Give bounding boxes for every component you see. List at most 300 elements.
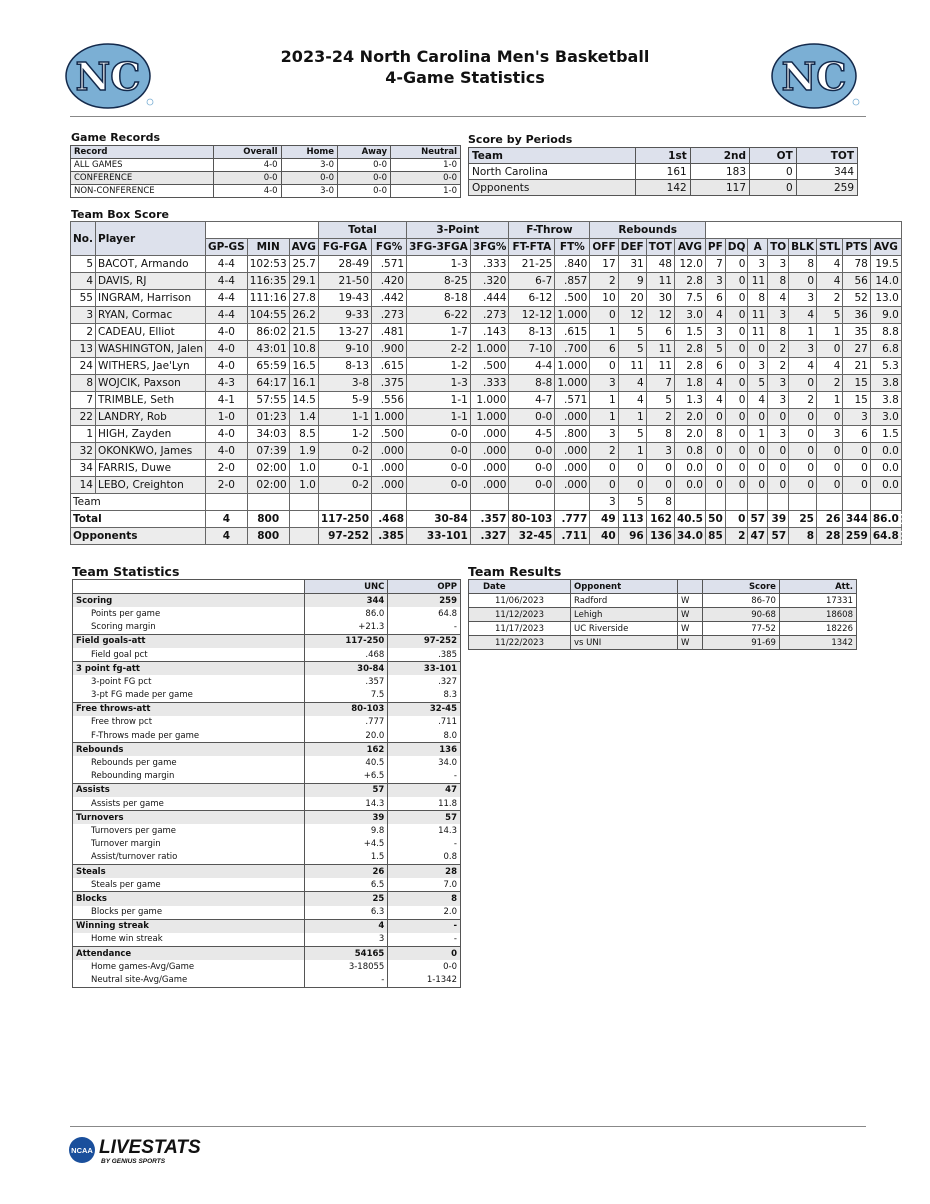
stat-label: F-Throws made per game (73, 729, 305, 743)
stat-cell: 3 (789, 290, 817, 307)
stat-cell: 4 (705, 375, 725, 392)
stat-row (73, 919, 461, 933)
stat-cell: 0 (705, 443, 725, 460)
stat-cell: 0-0 (509, 477, 555, 494)
column-header: BLK (789, 239, 817, 256)
stat-row (73, 756, 461, 769)
stat-cell: 2 (725, 528, 748, 545)
table-cell: 91-69 (703, 636, 780, 650)
ncaa-livestats-logo (68, 1134, 208, 1166)
stat-cell: 13-27 (318, 324, 371, 341)
opp-value: 47 (388, 783, 461, 797)
stat-cell: 12.0 (674, 256, 705, 273)
stat-label: Free throw pct (73, 716, 305, 729)
group-header-row (71, 222, 902, 239)
stat-label: Neutral site-Avg/Game (73, 973, 305, 987)
column-header: TO (768, 239, 789, 256)
stat-cell: 3 (646, 443, 674, 460)
player-name: BACOT, Armando (96, 256, 206, 273)
stat-label: Attendance (73, 947, 305, 961)
team-results-title: Team Results (468, 564, 562, 579)
stat-cell: 30 (646, 290, 674, 307)
stat-cell: 30-84 (407, 511, 471, 528)
player-row (71, 460, 902, 477)
stat-cell: 64.8 (870, 528, 901, 545)
stat-cell: 3 (768, 307, 789, 324)
opp-value: 0-0 (388, 960, 461, 973)
column-header: PTS (843, 239, 870, 256)
stat-cell: 0 (590, 358, 618, 375)
stat-cell: 2.8 (674, 341, 705, 358)
opp-value: 64.8 (388, 607, 461, 620)
stat-cell: 0 (705, 409, 725, 426)
stat-cell: 49 (590, 511, 618, 528)
stat-cell: 1-2 (318, 426, 371, 443)
stat-cell: 8-8 (509, 375, 555, 392)
stat-cell: 102:53 (247, 256, 289, 273)
stat-cell: .615 (555, 324, 590, 341)
stat-cell: 16.1 (289, 375, 318, 392)
stat-cell: 2-0 (206, 460, 248, 477)
stat-cell (247, 494, 289, 511)
stat-cell: 57 (748, 511, 768, 528)
stat-cell (372, 494, 407, 511)
stat-cell: 3 (705, 324, 725, 341)
opp-value: .327 (388, 675, 461, 688)
opp-value: 0.8 (388, 851, 461, 865)
stat-cell: 8 (705, 426, 725, 443)
stat-cell (674, 494, 705, 511)
stat-cell: 4-0 (206, 426, 248, 443)
stat-cell: 3 (748, 256, 768, 273)
stat-cell: 40 (590, 528, 618, 545)
stat-cell: 01:23 (247, 409, 289, 426)
stat-cell: 1.000 (470, 392, 509, 409)
stat-row (73, 960, 461, 973)
stat-cell: 3.0 (870, 409, 901, 426)
table-cell: 344 (796, 164, 857, 180)
stat-cell: 17 (590, 256, 618, 273)
unc-value: .777 (305, 716, 388, 729)
stat-cell: 1.000 (555, 307, 590, 324)
stat-cell: 0 (725, 256, 748, 273)
column-header: A (748, 239, 768, 256)
stat-cell (555, 494, 590, 511)
game-records-table (70, 145, 461, 198)
stat-cell: 78 (843, 256, 870, 273)
stat-cell: 0 (590, 307, 618, 324)
stat-cell: 0 (725, 409, 748, 426)
stat-cell: .375 (372, 375, 407, 392)
box-score-title: Team Box Score (71, 208, 169, 221)
stat-cell: 0.8 (674, 443, 705, 460)
table-cell: 0-0 (338, 185, 391, 198)
column-header-blank (705, 222, 901, 239)
stat-cell: .556 (372, 392, 407, 409)
opp-value: 1-1342 (388, 973, 461, 987)
stat-cell (289, 511, 318, 528)
stat-cell: 0 (725, 358, 748, 375)
stat-row (73, 648, 461, 662)
stat-cell: 117-250 (318, 511, 371, 528)
stat-cell: 4 (817, 358, 843, 375)
player-name: LEBO, Creighton (96, 477, 206, 494)
stat-cell: 800 (247, 511, 289, 528)
player-row (71, 256, 902, 273)
opp-value: 34.0 (388, 756, 461, 769)
stat-cell: .327 (470, 528, 509, 545)
stat-cell: 0-0 (407, 426, 471, 443)
table-cell: W (678, 594, 703, 608)
stat-label: Blocks per game (73, 906, 305, 920)
column-header: OPP (388, 580, 461, 594)
opp-value: .385 (388, 648, 461, 662)
stat-cell: 8 (646, 426, 674, 443)
stat-cell: 8-25 (407, 273, 471, 290)
stat-cell: 34 (71, 460, 96, 477)
table-cell: 18608 (779, 608, 856, 622)
stat-cell: 0-0 (509, 443, 555, 460)
stat-cell: 1 (817, 392, 843, 409)
table-cell: 11/22/2023 (469, 636, 571, 650)
unc-value: 162 (305, 743, 388, 757)
stat-cell: .000 (555, 443, 590, 460)
stat-cell: 1-7 (407, 324, 471, 341)
stat-cell: 12 (646, 307, 674, 324)
opp-value: - (388, 838, 461, 851)
result-row (469, 636, 857, 650)
stat-cell: 2 (768, 358, 789, 375)
unc-value: .468 (305, 648, 388, 662)
stat-cell: .000 (555, 409, 590, 426)
stat-cell: 3-8 (318, 375, 371, 392)
table-cell: NON-CONFERENCE (71, 185, 214, 198)
stat-cell: 6-12 (509, 290, 555, 307)
svg-text:NCAA: NCAA (71, 1146, 93, 1155)
stat-cell: 0 (817, 477, 843, 494)
opp-value: 97-252 (388, 634, 461, 648)
game-records-title: Game Records (71, 131, 161, 144)
stat-cell: 0 (705, 460, 725, 477)
stat-cell: 11 (646, 358, 674, 375)
stat-cell: 4 (705, 307, 725, 324)
stat-cell: 11 (646, 341, 674, 358)
stat-cell: 8-18 (407, 290, 471, 307)
player-name: LANDRY, Rob (96, 409, 206, 426)
opp-value: - (388, 770, 461, 784)
stat-cell: 50 (705, 511, 725, 528)
table-cell: Lehigh (571, 608, 678, 622)
stat-cell: 0 (789, 375, 817, 392)
table-cell: 3-0 (281, 159, 337, 172)
table-cell: 4-0 (214, 159, 281, 172)
svg-text:BY GENIUS SPORTS: BY GENIUS SPORTS (101, 1158, 166, 1165)
column-header: UNC (305, 580, 388, 594)
stat-cell: 1-1 (318, 409, 371, 426)
stat-label: Assists per game (73, 797, 305, 811)
stat-cell: 1.0 (289, 477, 318, 494)
stat-cell: 57 (768, 528, 789, 545)
column-header: Att. (779, 580, 856, 594)
stat-cell: 2 (789, 392, 817, 409)
unc-value: 4 (305, 919, 388, 933)
stat-cell: 0 (768, 477, 789, 494)
stat-cell: 1-1 (407, 409, 471, 426)
stat-cell: 22 (71, 409, 96, 426)
stat-cell: .481 (372, 324, 407, 341)
stat-cell: 2 (71, 324, 96, 341)
stat-cell: 34:03 (247, 426, 289, 443)
player-name: WASHINGTON, Jalen (96, 341, 206, 358)
footer-divider (70, 1126, 866, 1127)
column-header: AVG (289, 239, 318, 256)
stat-row (73, 811, 461, 825)
table-header-row (469, 148, 858, 164)
stat-cell: 80-103 (509, 511, 555, 528)
player-row (71, 392, 902, 409)
column-header: AVG (870, 239, 901, 256)
unc-value: .357 (305, 675, 388, 688)
unc-value: 39 (305, 811, 388, 825)
opp-value: .711 (388, 716, 461, 729)
table-cell: 161 (636, 164, 691, 180)
player-name: DAVIS, RJ (96, 273, 206, 290)
stat-cell: 4 (618, 375, 646, 392)
stat-cell: 1.5 (870, 426, 901, 443)
stat-cell: 1.0 (289, 460, 318, 477)
stat-label: Scoring (73, 594, 305, 608)
stat-cell: 0 (817, 460, 843, 477)
opp-value: 32-45 (388, 702, 461, 716)
stat-cell: 0.0 (870, 477, 901, 494)
stat-cell: 0 (748, 409, 768, 426)
stat-cell: 6 (646, 324, 674, 341)
stat-cell: 4-0 (206, 324, 248, 341)
stat-cell: 4 (618, 392, 646, 409)
stat-cell: 5 (618, 426, 646, 443)
player-name: OKONKWO, James (96, 443, 206, 460)
unc-value: 117-250 (305, 634, 388, 648)
stat-label: Free throws-att (73, 702, 305, 716)
stat-cell: 1 (71, 426, 96, 443)
stat-row (73, 851, 461, 865)
result-row (469, 594, 857, 608)
stat-cell: 1-1 (407, 392, 471, 409)
team-label: Team (71, 494, 206, 511)
stat-cell: 5.3 (870, 358, 901, 375)
stat-cell: 7 (71, 392, 96, 409)
stat-cell: 3 (768, 426, 789, 443)
stat-cell: 64:17 (247, 375, 289, 392)
stat-cell: 9-33 (318, 307, 371, 324)
stat-cell: 2.0 (674, 426, 705, 443)
table-cell: 18226 (779, 622, 856, 636)
player-name: WITHERS, Jae'Lyn (96, 358, 206, 375)
stat-cell (318, 494, 371, 511)
stat-cell: 24 (71, 358, 96, 375)
stat-cell: 5 (618, 494, 646, 511)
column-header: DEF (618, 239, 646, 256)
stat-cell: 2.8 (674, 358, 705, 375)
table-cell: 0-0 (214, 172, 281, 185)
stat-cell: 6 (705, 358, 725, 375)
stat-cell: 3 (590, 426, 618, 443)
column-group-total: Total (318, 222, 406, 239)
row-label: Total (71, 511, 206, 528)
stat-cell: 113 (618, 511, 646, 528)
unc-value: 25 (305, 892, 388, 906)
stat-cell: 4-0 (206, 341, 248, 358)
stat-label: Blocks (73, 892, 305, 906)
stat-cell: .273 (470, 307, 509, 324)
table-cell: 86-70 (703, 594, 780, 608)
stat-cell: 12 (618, 307, 646, 324)
stat-cell: 5 (748, 375, 768, 392)
stat-cell: 26 (817, 511, 843, 528)
team-stats-title: Team Statistics (72, 564, 180, 579)
stat-cell: .468 (372, 511, 407, 528)
stat-cell: 4-4 (206, 307, 248, 324)
stat-cell: 0 (843, 443, 870, 460)
stat-cell: .000 (372, 443, 407, 460)
table-cell: vs UNI (571, 636, 678, 650)
stat-cell: 36 (843, 307, 870, 324)
stat-cell: 4-3 (206, 375, 248, 392)
stat-cell: 5 (705, 341, 725, 358)
stat-row (73, 621, 461, 635)
stat-cell: 0 (725, 460, 748, 477)
stat-row (73, 770, 461, 784)
stat-row (73, 906, 461, 920)
column-header: MIN (247, 239, 289, 256)
stat-cell: .000 (372, 460, 407, 477)
stat-cell: 5 (618, 341, 646, 358)
unc-value: 9.8 (305, 824, 388, 837)
stat-cell: 0 (789, 426, 817, 443)
stat-cell: 11 (618, 358, 646, 375)
player-row (71, 273, 902, 290)
unc-value: 14.3 (305, 797, 388, 811)
table-cell: 90-68 (703, 608, 780, 622)
stat-cell: 0 (725, 273, 748, 290)
column-header: Score (703, 580, 780, 594)
opp-value: 2.0 (388, 906, 461, 920)
stat-cell: .571 (555, 392, 590, 409)
stat-cell: 4-4 (206, 256, 248, 273)
stat-cell: 0-0 (509, 409, 555, 426)
stat-cell: 52 (843, 290, 870, 307)
stat-cell: .000 (470, 426, 509, 443)
stat-cell: 3.0 (674, 307, 705, 324)
opp-value: 8 (388, 892, 461, 906)
table-cell: 259 (796, 180, 857, 196)
table-cell: CONFERENCE (71, 172, 214, 185)
unc-value: 7.5 (305, 689, 388, 703)
stat-cell: 4-7 (509, 392, 555, 409)
stat-cell: 7-10 (509, 341, 555, 358)
column-header-blank (206, 222, 319, 239)
stat-label: Field goals-att (73, 634, 305, 648)
stat-cell: 0 (768, 409, 789, 426)
stat-cell: 0 (725, 392, 748, 409)
stat-cell: 3.8 (870, 375, 901, 392)
column-header: FT-FTA (509, 239, 555, 256)
stat-cell: 7 (705, 256, 725, 273)
stat-cell: 800 (247, 528, 289, 545)
stat-cell: 14 (71, 477, 96, 494)
column-header: Opponent (571, 580, 678, 594)
stat-cell: 15 (843, 375, 870, 392)
stat-row (73, 878, 461, 892)
stat-label: Assists (73, 783, 305, 797)
column-group-rebounds: Rebounds (590, 222, 706, 239)
player-row (71, 307, 902, 324)
stat-cell: 12-12 (509, 307, 555, 324)
column-header: STL (817, 239, 843, 256)
stat-row (73, 689, 461, 703)
stat-cell: .442 (372, 290, 407, 307)
player-row (71, 290, 902, 307)
stat-cell: 11 (646, 273, 674, 290)
table-cell: 0-0 (281, 172, 337, 185)
stat-label: Home win streak (73, 933, 305, 947)
stat-cell: 1.000 (470, 409, 509, 426)
stat-cell: 0 (789, 443, 817, 460)
stat-row (73, 973, 461, 987)
column-header: OT (750, 148, 797, 164)
stat-label: 3-point FG pct (73, 675, 305, 688)
stat-cell: 3.8 (870, 392, 901, 409)
stat-cell: 116:35 (247, 273, 289, 290)
column-header: Neutral (391, 146, 461, 159)
stat-cell: 4-4 (509, 358, 555, 375)
stat-cell: 85 (705, 528, 725, 545)
stat-cell: .900 (372, 341, 407, 358)
stat-cell: 0 (789, 273, 817, 290)
stat-cell: 8 (646, 494, 674, 511)
unc-value: 1.5 (305, 851, 388, 865)
stat-cell: .143 (470, 324, 509, 341)
stat-cell: 1 (590, 409, 618, 426)
stat-cell: 1.000 (372, 409, 407, 426)
player-row (71, 426, 902, 443)
table-cell: 1-0 (391, 159, 461, 172)
stat-label: Scoring margin (73, 621, 305, 635)
stat-cell: 20 (618, 290, 646, 307)
stat-cell: 28 (817, 528, 843, 545)
stat-cell: 0.0 (674, 460, 705, 477)
stat-row (73, 729, 461, 743)
player-name: RYAN, Cormac (96, 307, 206, 324)
stat-cell: 10 (590, 290, 618, 307)
team-row (71, 494, 902, 511)
stat-cell: 4 (768, 290, 789, 307)
stat-cell: .800 (555, 426, 590, 443)
stat-cell: .000 (555, 477, 590, 494)
stat-cell: 7 (646, 375, 674, 392)
stat-cell: 2 (590, 273, 618, 290)
stat-cell: 97-252 (318, 528, 371, 545)
stat-cell: 0 (789, 409, 817, 426)
unc-value: 40.5 (305, 756, 388, 769)
table-cell: 0-0 (338, 159, 391, 172)
stat-cell: 1 (789, 324, 817, 341)
stat-cell: 02:00 (247, 460, 289, 477)
stat-cell: 0 (725, 307, 748, 324)
table-header-row (469, 580, 857, 594)
stat-cell: 8 (71, 375, 96, 392)
stat-cell: .320 (470, 273, 509, 290)
